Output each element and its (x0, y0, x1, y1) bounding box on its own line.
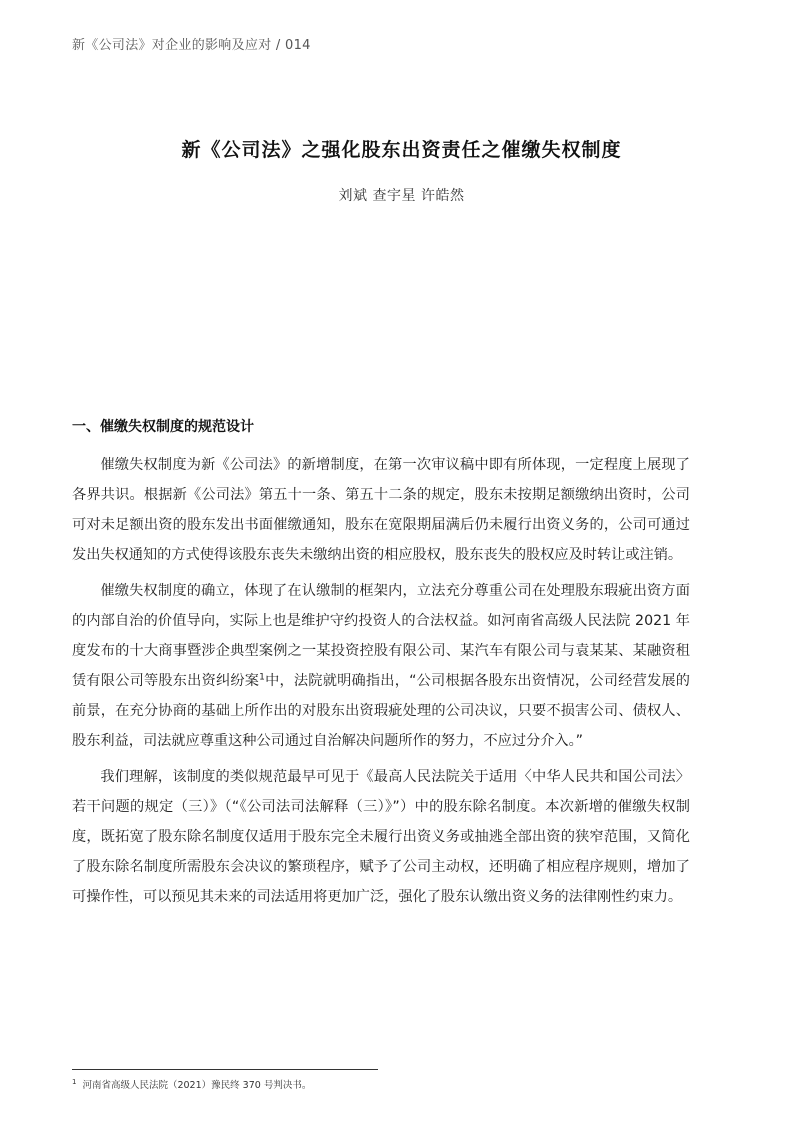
article-body (72, 414, 690, 918)
paragraph-2 (72, 576, 690, 756)
footnote-divider (72, 1069, 378, 1070)
paragraph-2-text-before-note: 催缴失权制度的确立，体现了在认缴制的框架内，立法充分尊重公司在处理股东瑕疵出资方面的内部自治的价值导向，实际上也是维护守约投资人的合法权益。如河南省高级人民法院 2021 年度发布的十大商事暨涉企典型案例之一某投资控股有限公司、某汽车有限公司与袁某某、某融资租赁有限公司等股东出资纠纷案 (72, 583, 690, 689)
footnote (72, 1077, 311, 1091)
footnote-text: 河南省高级人民法院（2021）豫民终 370 号判决书。 (82, 1080, 312, 1091)
footnote-reference[interactable]: 1 (259, 672, 265, 683)
section-heading: 一、催缴失权制度的规范设计 (72, 419, 254, 435)
paragraph-2-text-after-note: 中，法院就明确指出，“公司根据各股东出资情况，公司经营发展的前景，在充分协商的基础上所作出的对股东出资瑕疵处理的公司决议，只要不损害公司、债权人、股东利益，司法就应尊重这种公司通过自治解决问题所作的努力，不应过分介入。” (72, 673, 690, 749)
running-header: 新《公司法》对企业的影响及应对 / 014 (72, 38, 311, 53)
footnote-mark: 1 (72, 1077, 77, 1086)
article-authors: 刘斌 查宇星 许皓然 (338, 188, 465, 204)
paragraph-3: 我们理解，该制度的类似规范最早可见于《最高人民法院关于适用〈中华人民共和国公司法〉若干问题的规定（三）》（“《公司法司法解释（三）》”）中的股东除名制度。本次新增的催缴失权制度，既拓宽了股东除名制度仅适用于股东完全未履行出资义务或抽逃全部出资的狭窄范围，又简化了股东除名制度所需股东会决议的繁琐程序，赋予了公司主动权，还明确了相应程序规则，增加了可操作性，可以预见其未来的司法适用将更加广泛，强化了股东认缴出资义务的法律刚性约束力。 (72, 769, 690, 905)
article-title: 新《公司法》之强化股东出资责任之催缴失权制度 (181, 139, 622, 161)
paragraph-1: 催缴失权制度为新《公司法》的新增制度，在第一次审议稿中即有所体现，一定程度上展现了各界共识。根据新《公司法》第五十一条、第五十二条的规定，股东未按期足额缴纳出资时，公司可对未足额出资的股东发出书面催缴通知，股东在宽限期届满后仍未履行出资义务的，公司可通过发出失权通知的方式使得该股东丧失未缴纳出资的相应股权，股东丧失的股权应及时转让或注销。 (72, 457, 690, 563)
